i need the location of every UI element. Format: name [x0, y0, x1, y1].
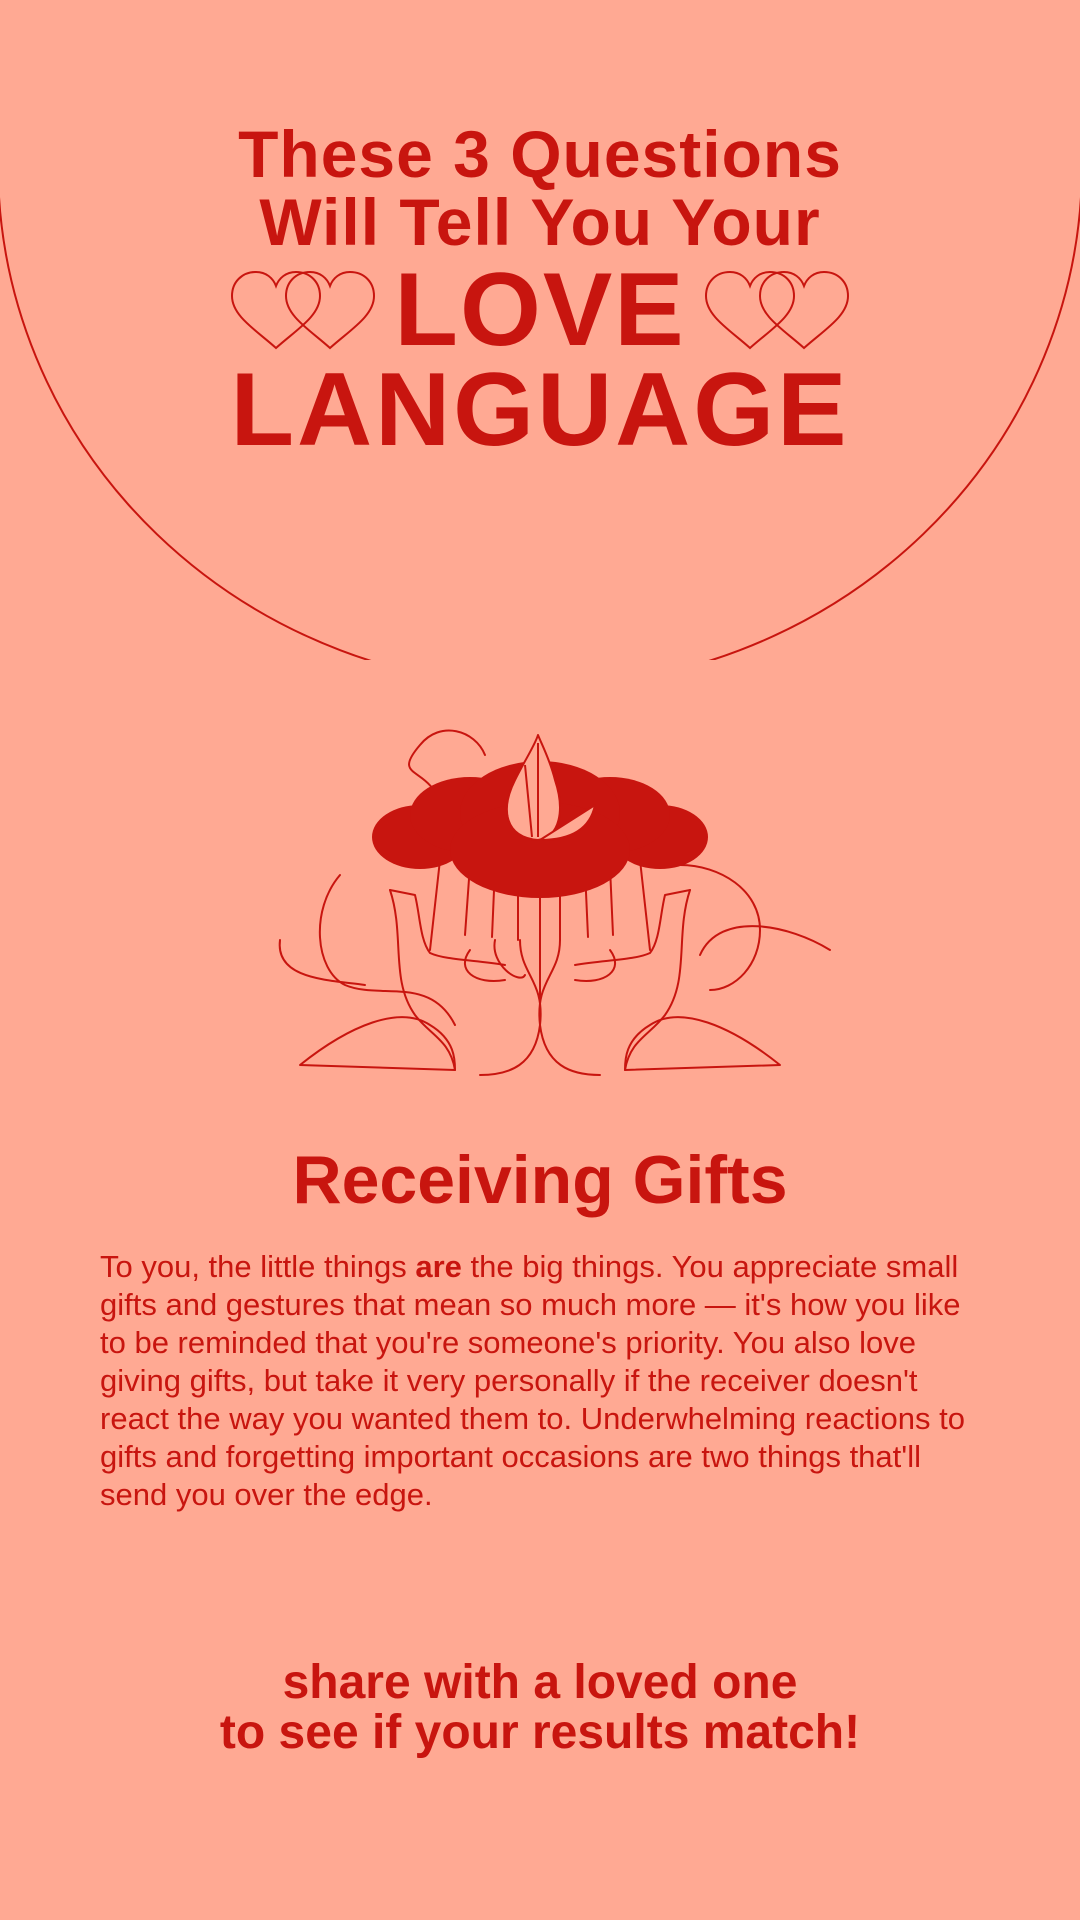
share-cta [0, 1658, 1080, 1758]
result-title: Receiving Gifts [292, 1142, 788, 1218]
description-bold-word: are [415, 1249, 462, 1284]
love-row [0, 252, 1080, 368]
cta-line-2: to see if your results match! [219, 1706, 861, 1759]
title-love: LOVE [394, 252, 686, 368]
title-line-1: These 3 Questions [238, 117, 842, 191]
double-heart-left-icon [228, 268, 378, 352]
description-part-1: To you, the little things [100, 1249, 416, 1284]
title-line-2: Will Tell You Your [259, 185, 821, 259]
cta-line-1: share with a loved one [282, 1656, 798, 1709]
header-title [0, 117, 1080, 468]
description-part-2: the big things. You appreciate small gifts and gestures that mean so much more — it's how you like to be reminded that you're someone's priority. You also love giving gifts, but take it very personally if the receiver doesn't react the way you wanted them to. Underwhelming reactions to gifts and forgetting important occasions are two things that'll send you over the edge. [100, 1249, 966, 1512]
hands-gift-illustration [270, 725, 840, 1085]
result-description [100, 1248, 990, 1514]
title-language: LANGUAGE [230, 352, 850, 468]
double-heart-right-icon [702, 268, 852, 352]
